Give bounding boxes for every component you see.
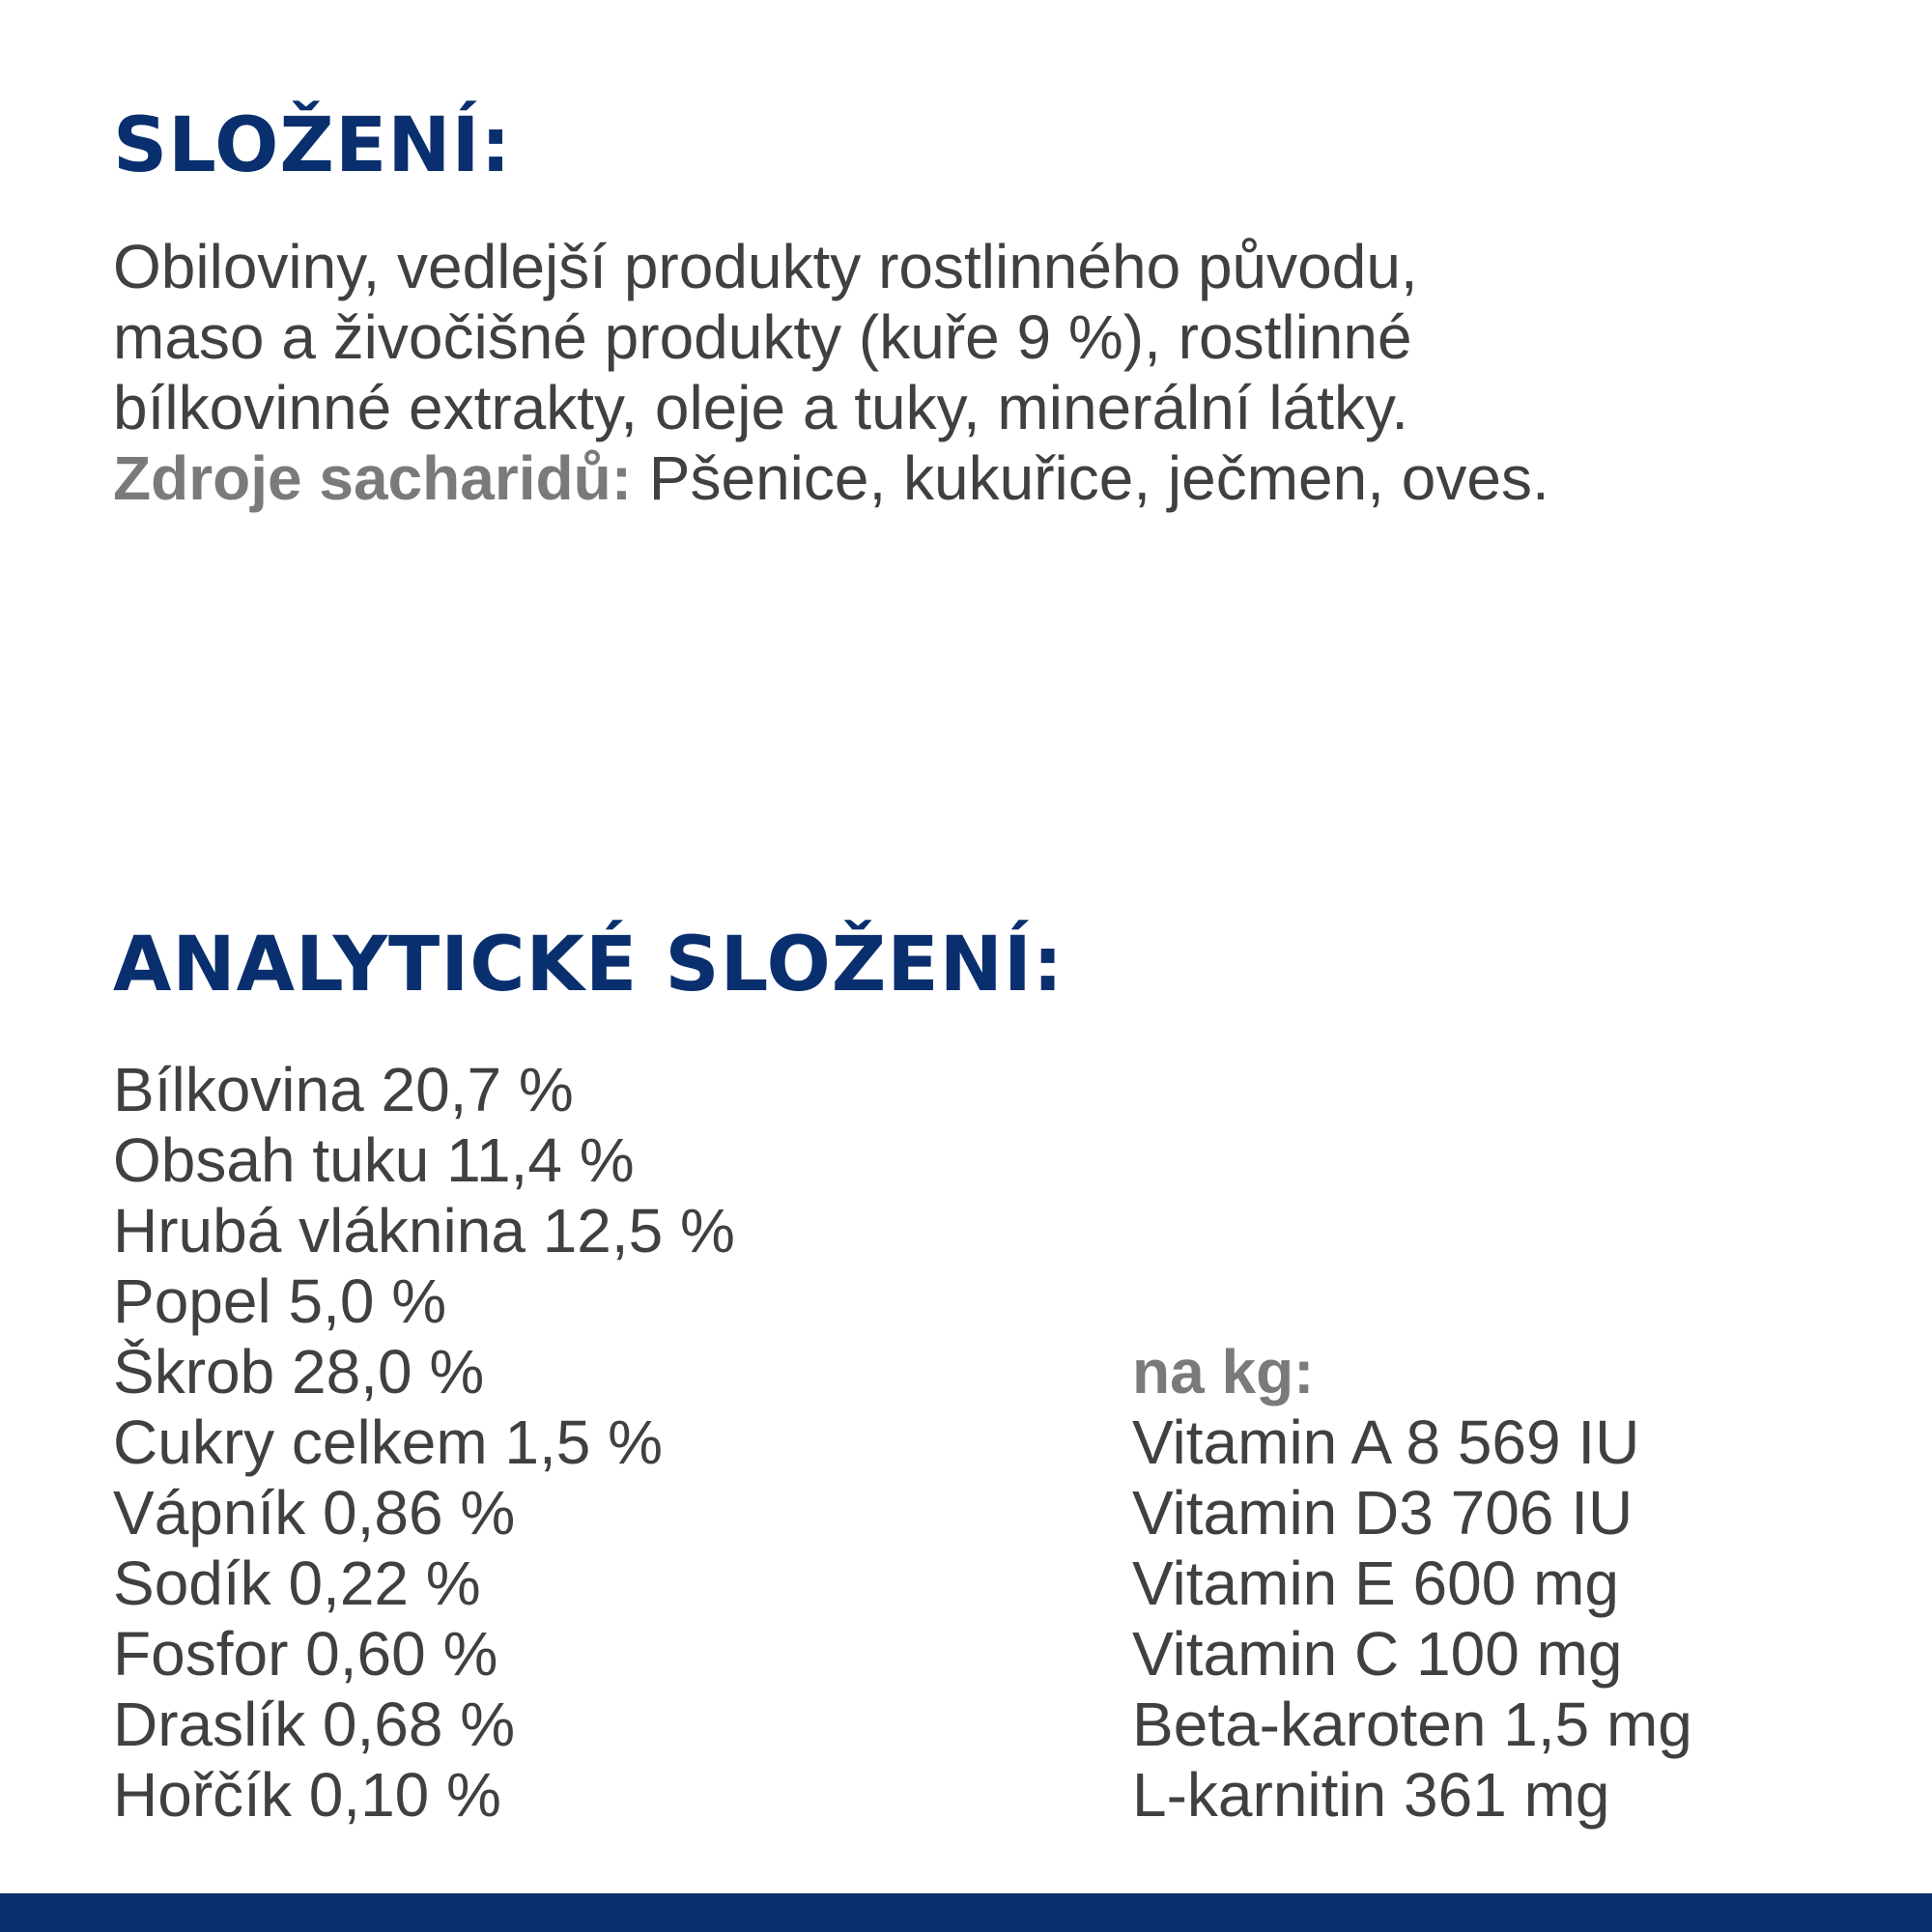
footer-bar [0,1893,1932,1932]
per-kg-list [1132,1337,1692,1831]
analytic-item-magnesium: Hořčík 0,10 % [113,1760,501,1830]
composition-line: maso a živočišné produkty (kuře 9 %), rostlinné [113,302,1412,372]
analytic-item-ash: Popel 5,0 % [113,1266,447,1336]
composition-line: bílkovinné extrakty, oleje a tuky, minerální látky. [113,373,1409,442]
carbohydrate-sources-value: Pšenice, kukuřice, ječmen, oves. [632,443,1549,513]
analytic-item-calcium: Vápník 0,86 % [113,1478,516,1548]
composition-heading: SLOŽENÍ: [113,102,512,189]
composition-line: Obiloviny, vedlejší produkty rostlinného původu, [113,232,1418,301]
per-kg-item-vitamin-d3: Vitamin D3 706 IU [1132,1478,1634,1548]
per-kg-item-vitamin-c: Vitamin C 100 mg [1132,1619,1623,1689]
analytic-item-sugars: Cukry celkem 1,5 % [113,1407,664,1477]
per-kg-item-beta-carotene: Beta-karoten 1,5 mg [1132,1690,1692,1759]
per-kg-item-vitamin-e: Vitamin E 600 mg [1132,1548,1619,1618]
analytic-composition-list [113,1055,735,1831]
per-kg-title: na kg: [1132,1337,1315,1406]
analytic-item-fiber: Hrubá vláknina 12,5 % [113,1196,735,1265]
analytic-item-fat: Obsah tuku 11,4 % [113,1125,635,1195]
carbohydrate-sources-line [113,443,1852,514]
analytic-item-protein: Bílkovina 20,7 % [113,1055,574,1124]
analytic-composition-heading: ANALYTICKÉ SLOŽENÍ: [113,922,1065,1009]
analytic-item-potassium: Draslík 0,68 % [113,1690,516,1759]
analytic-item-sodium: Sodík 0,22 % [113,1548,481,1618]
analytic-item-starch: Škrob 28,0 % [113,1337,485,1406]
per-kg-item-vitamin-a: Vitamin A 8 569 IU [1132,1407,1640,1477]
carbohydrate-sources-label: Zdroje sacharidů: [113,443,632,513]
composition-text [113,232,1852,514]
analytic-item-phosphorus: Fosfor 0,60 % [113,1619,498,1689]
per-kg-item-l-carnitine: L-karnitin 361 mg [1132,1760,1610,1830]
